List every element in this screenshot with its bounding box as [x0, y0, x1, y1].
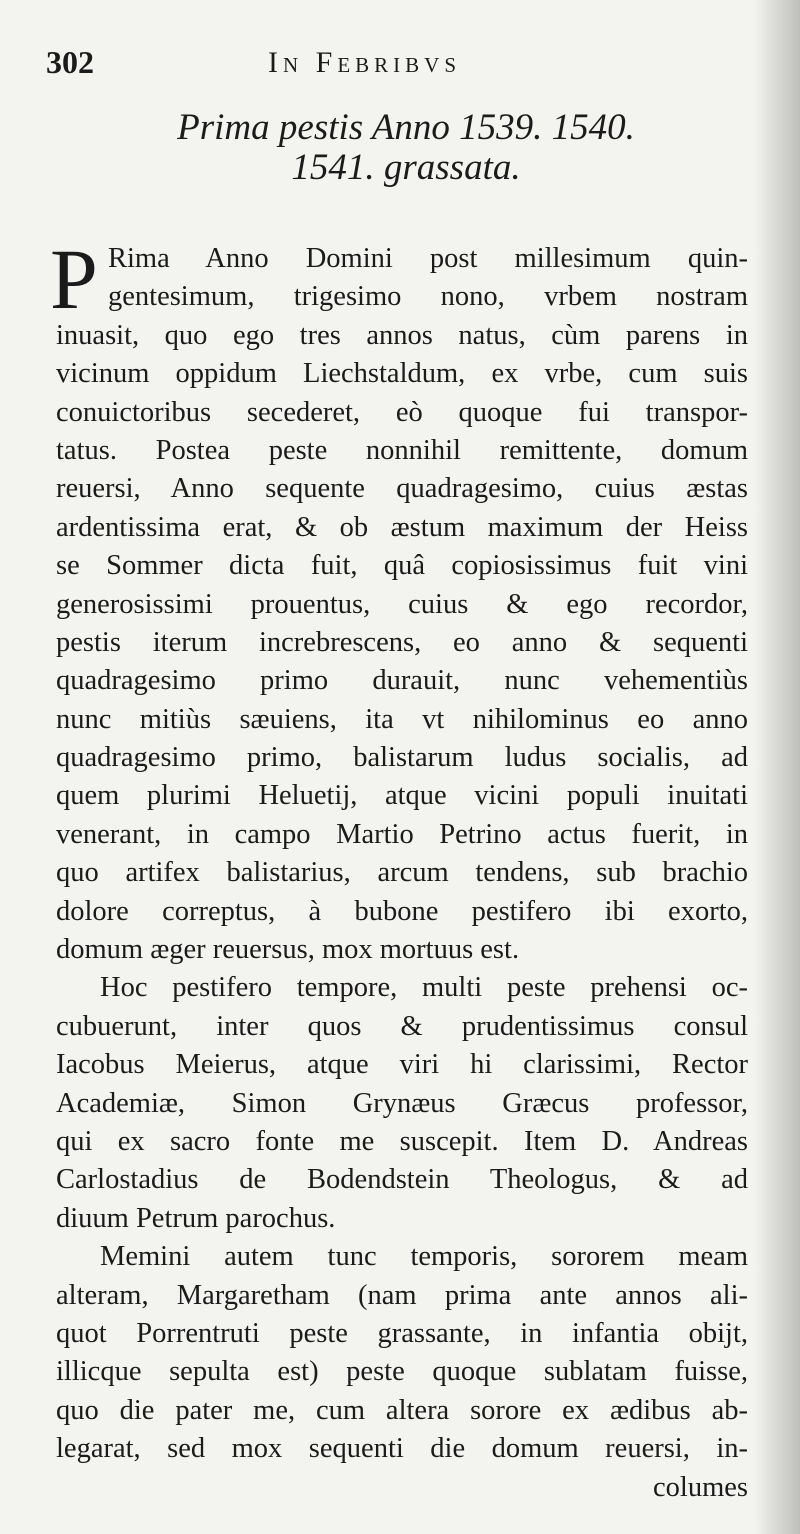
text-line: ardentissima erat, & ob æstum maximum der Heiss	[56, 511, 748, 543]
text-line: Memini autem tunc temporis, sororem meam	[100, 1241, 748, 1273]
text-line: conuictoribus secederet, eò quoque fui transpor-	[56, 396, 748, 428]
text-line: quot Porrentruti peste grassante, in infantia obijt,	[56, 1317, 748, 1349]
text-line: quo artifex balistarius, arcum tendens, sub brachio	[56, 857, 748, 889]
text-line: venerant, in campo Martio Petrino actus fuerit, in	[56, 818, 748, 850]
text-line: gentesimum, trigesimo nono, vrbem nostram	[108, 281, 748, 313]
text-line: quadragesimo primo, balistarum ludus socialis, ad	[56, 742, 748, 774]
text-line: inuasit, quo ego tres annos natus, cùm parens in	[56, 319, 748, 351]
page-header	[46, 44, 746, 94]
text-line: cubuerunt, inter quos & prudentissimus consul	[56, 1010, 748, 1042]
text-line: domum æger reuersus, mox mortuus est.	[56, 934, 520, 966]
text-line: reuersi, Anno sequente quadragesimo, cuius æstas	[56, 473, 748, 505]
text-line: Iacobus Meierus, atque viri hi clarissimi, Rector	[56, 1049, 748, 1081]
text-line: Academiæ, Simon Grynæus Græcus professor,	[56, 1087, 748, 1119]
paragraph-2	[56, 969, 748, 1238]
section-title-line-2: 1541. grassata.	[291, 146, 521, 188]
page-number: 302	[46, 44, 94, 80]
paragraph-3	[56, 1238, 748, 1468]
section-title-line-1: Prima pestis Anno 1539. 1540.	[177, 107, 635, 148]
text-line: vicinum oppidum Liechstaldum, ex vrbe, cum suis	[56, 358, 748, 390]
paragraph-1	[50, 231, 748, 969]
page-edge-shadow	[754, 0, 800, 1534]
text-line: Hoc pestifero tempore, multi peste prehensi oc-	[100, 972, 748, 1004]
body-text	[50, 231, 748, 1507]
text-line: tatus. Postea peste nonnihil remittente, domum	[56, 434, 748, 466]
text-line: nunc mitiùs sæuiens, ita vt nihilominus eo anno	[56, 703, 748, 735]
text-line: qui ex sacro fonte me suscepit. Item D. Andreas	[56, 1125, 748, 1157]
text-line: alteram, Margaretham (nam prima ante annos ali-	[56, 1279, 748, 1311]
text-line: illicque sepulta est) peste quoque sublatam fuisse,	[56, 1356, 748, 1388]
catchword: columes	[653, 1471, 748, 1503]
text-line: pestis iterum increbrescens, eo anno & sequenti	[56, 626, 748, 658]
section-title	[96, 108, 716, 188]
running-head: In Febribvs	[268, 46, 462, 79]
text-line: legarat, sed mox sequenti die domum reuersi, in-	[56, 1433, 748, 1465]
text-line: generosissimi prouentus, cuius & ego recordor,	[56, 588, 748, 620]
text-line: Carlostadius de Bodendstein Theologus, & ad	[56, 1164, 748, 1196]
text-line: se Sommer dicta fuit, quâ copiosissimus fuit vini	[56, 550, 748, 582]
text-line: diuum Petrum parochus.	[56, 1202, 336, 1234]
text-line: Rima Anno Domini post millesimum quin-	[108, 243, 748, 274]
text-line: dolore correptus, à bubone pestifero ibi exorto,	[56, 895, 748, 927]
text-line: quo die pater me, cum altera sorore ex ædibus ab-	[56, 1394, 748, 1426]
text-line: quem plurimi Heluetij, atque vicini populi inuitati	[56, 780, 748, 812]
drop-cap: P	[50, 231, 98, 327]
text-line: quadragesimo primo durauit, nunc vehementiùs	[56, 665, 748, 697]
